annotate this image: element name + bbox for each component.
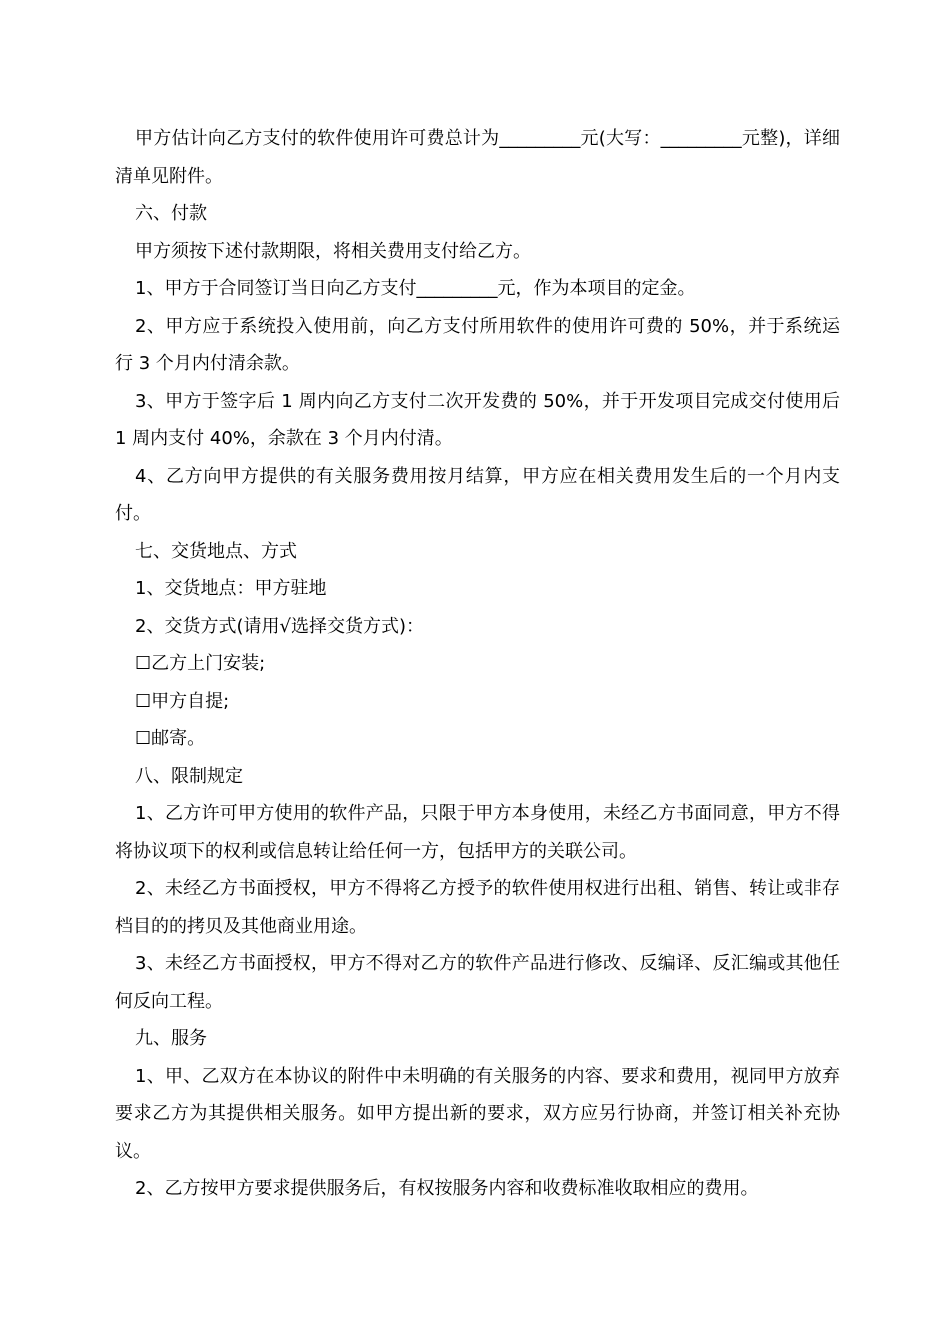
heading-service: 九、服务 — [135, 1028, 207, 1049]
paragraph-restriction-3: 3、未经乙方书面授权，甲方不得对乙方的软件产品进行修改、反编译、反汇编或其他任何反向工程。 — [115, 953, 840, 1012]
paragraph-delivery-method: 2、交货方式(请用√选择交货方式)： — [135, 615, 424, 637]
option-self-pickup: ☐甲方自提; — [135, 690, 230, 712]
heading-payment: 六、付款 — [135, 203, 207, 224]
paragraph-restriction-2: 2、未经乙方书面授权，甲方不得将乙方授予的软件使用权进行出租、销售、转让或非存档目的的拷贝及其他商业用途。 — [115, 878, 840, 937]
heading-restrictions: 八、限制规定 — [135, 765, 243, 787]
paragraph-restriction-1: 1、乙方许可甲方使用的软件产品，只限于甲方本身使用，未经乙方书面同意，甲方不得将协议项下的权利或信息转让给任何一方，包括甲方的关联公司。 — [115, 803, 840, 862]
option-mail: ☐邮寄。 — [135, 728, 206, 749]
paragraph-payment-development: 3、甲方于签字后 1 周内向乙方支付二次开发费的 50%，并于开发项目完成交付使用后 1 周内支付 40%，余款在 3 个月内付清。 — [115, 390, 840, 449]
paragraph-service-2: 2、乙方按甲方要求提供服务后，有权按服务内容和收费标准收取相应的费用。 — [135, 1178, 759, 1199]
paragraph-delivery-location: 1、交货地点：甲方驻地 — [135, 578, 327, 599]
paragraph-license-fee-total: 甲方估计向乙方支付的软件使用许可费总计为_________元(大写：_________元整)，详细清单见附件。 — [115, 128, 840, 187]
option-onsite-install: ☐乙方上门安装; — [135, 653, 266, 674]
paragraph-payment-license: 2、甲方应于系统投入使用前，向乙方支付所用软件的使用许可费的 50%，并于系统运行 3 个月内付清余款。 — [115, 315, 840, 374]
heading-delivery: 七、交货地点、方式 — [135, 540, 297, 562]
document-body — [115, 120, 840, 1208]
paragraph-service-1: 1、甲、乙双方在本协议的附件中未明确的有关服务的内容、要求和费用，视同甲方放弃要求乙方为其提供相关服务。如甲方提出新的要求，双方应另行协商，并签订相关补充协议。 — [115, 1065, 840, 1162]
paragraph-payment-service: 4、乙方向甲方提供的有关服务费用按月结算，甲方应在相关费用发生后的一个月内支付。 — [115, 465, 840, 524]
paragraph-payment-intro: 甲方须按下述付款期限，将相关费用支付给乙方。 — [135, 240, 531, 262]
paragraph-payment-deposit: 1、甲方于合同签订当日向乙方支付_________元，作为本项目的定金。 — [135, 278, 696, 299]
